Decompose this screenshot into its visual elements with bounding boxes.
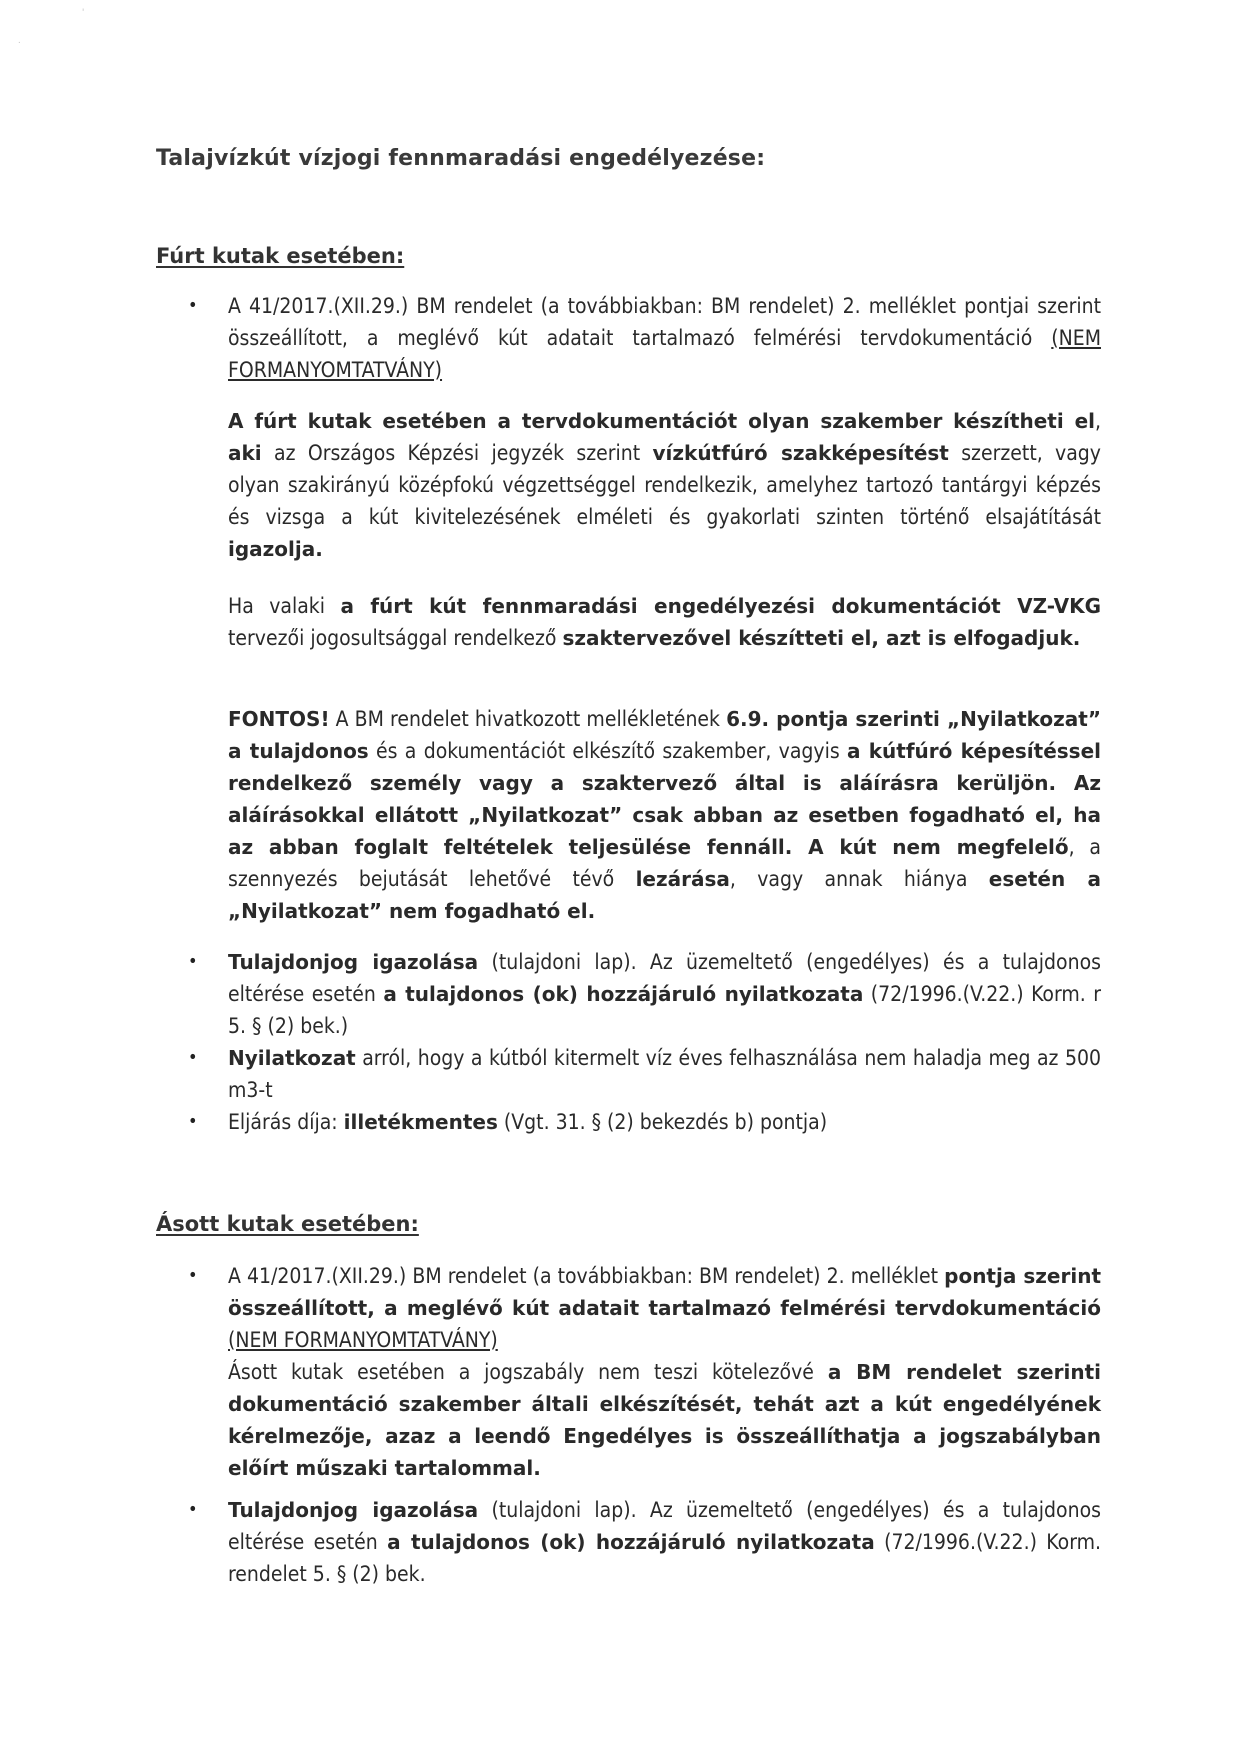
bold-text: a fúrt kút fennmaradási engedélyezési dokumentációt VZ-VKG <box>340 594 1102 618</box>
list-item <box>186 1042 1101 1106</box>
bold-text: 6.9. pontja szerinti „Nyilatkozat” a tulajdonos <box>228 707 1101 763</box>
text: , a szennyezés bejutását lehetővé tévő <box>228 835 1102 891</box>
scan-artifact: . <box>18 36 21 46</box>
bold-text: vízkútfúró szakképesítést <box>652 441 949 465</box>
text: szerzett, vagy olyan szakirányú középfokú végzettséggel rendelkezik, amelyhez tartozó tantárgyi képzés és vizsga a kút kivitelezésének elméleti és gyakorlati szinten történő elsajátítását <box>228 441 1101 529</box>
text: , vagy annak hiánya <box>729 867 989 891</box>
paragraph-important-notice <box>228 703 1101 927</box>
asott-kutak-requirements-list <box>186 1260 1101 1484</box>
bullet-icon: • <box>188 295 198 316</box>
bold-text: A fúrt kutak esetében a tervdokumentációt olyan szakember készítheti el <box>228 409 1095 433</box>
text: (tulajdoni lap). Az üzemeltető (engedélyes) és a tulajdonos eltérése esetén <box>228 950 1101 1006</box>
paragraph-vz-vkg-designer <box>228 590 1101 654</box>
text: Eljárás díja: <box>228 1110 344 1134</box>
bold-text: illetékmentes <box>343 1110 498 1134</box>
text: (tulajdoni lap). Az üzemeltető (engedélyes) és a tulajdonos eltérése esetén <box>228 1498 1101 1554</box>
bold-text: aki <box>228 441 262 465</box>
bold-text: igazolja. <box>228 537 323 561</box>
bold-text: Tulajdonjog igazolása <box>228 1498 479 1522</box>
list-item <box>186 1260 1101 1484</box>
bold-text: esetén a „Nyilatkozat” nem fogadható el. <box>228 867 1101 923</box>
bold-text: Tulajdonjog igazolása <box>228 950 479 974</box>
bold-text: lezárása <box>635 867 730 891</box>
underlined-note: (NEM FORMANYOMTATVÁNY) <box>228 1328 498 1352</box>
bullet-icon: • <box>188 1265 198 1286</box>
bullet-icon: • <box>188 1111 198 1132</box>
bullet-icon: • <box>188 1047 198 1068</box>
item-text: A 41/2017.(XII.29.) BM rendelet (a továbbiakban: BM rendelet) 2. melléklet pontjai szerint összeállított, a meglévő kút adatait tartalmazó felmérési tervdokumentáció <box>228 294 1101 350</box>
bullet-icon: • <box>188 951 198 972</box>
text: (72/1996.(V.22.) Korm. r 5. § (2) bek.) <box>228 982 1101 1038</box>
page-title: Talajvízkút vízjogi fennmaradási engedélyezése: <box>156 146 766 171</box>
bold-text: Nyilatkozat <box>228 1046 356 1070</box>
bold-text: a kútfúró képesítéssel rendelkező személy vagy a szaktervező által is aláírásra kerüljön. Az aláírásokkal ellátott „Nyilatkozat” csak abban az esetben fogadható el, ha az abban foglalt feltételek teljesülése fennáll. A kút nem megfelelő <box>228 739 1101 859</box>
text: (72/1996.(V.22.) Korm. rendelet 5. § (2) bek. <box>228 1530 1101 1586</box>
text: tervezői jogosultsággal rendelkező <box>228 626 563 650</box>
list-item <box>186 1106 1101 1138</box>
text: arról, hogy a kútból kitermelt víz éves felhasználása nem haladja meg az 500 m3-t <box>228 1046 1101 1102</box>
text: A BM rendelet hivatkozott mellékletének <box>329 707 727 731</box>
section-heading-asott-kutak: Ásott kutak esetében: <box>156 1212 419 1236</box>
scan-artifact: ' <box>82 8 85 18</box>
furt-kutak-requirements-list <box>186 290 1101 386</box>
bold-text: a BM rendelet szerinti dokumentáció szakember általi elkészítését, tehát azt a kút engedélyének kérelmezője, azaz a leendő Engedélyes is összeállíthatja a jogszabályban előírt műszaki tartalommal. <box>228 1360 1101 1480</box>
bold-text: szaktervezővel készítteti el, azt is elfogadjuk. <box>562 626 1081 650</box>
list-item <box>186 290 1101 386</box>
bullet-icon: • <box>188 1499 198 1520</box>
underlined-note: (NEM FORMANYOMTATVÁNY) <box>228 326 1101 382</box>
text: és a dokumentációt elkészítő szakember, vagyis <box>368 739 847 763</box>
paragraph-specialist-requirement <box>228 405 1101 565</box>
list-item <box>186 1494 1101 1590</box>
text: az Országos Képzési jegyzék szerint <box>261 441 653 465</box>
section-heading-furt-kutak: Fúrt kutak esetében: <box>156 244 405 268</box>
bold-text: a tulajdonos (ok) hozzájáruló nyilatkozata <box>383 982 864 1006</box>
paragraph-asott-optional-specialist <box>228 1356 1101 1484</box>
text: Ásott kutak esetében a jogszabály nem teszi kötelezővé <box>228 1360 828 1384</box>
list-item <box>186 946 1101 1042</box>
bold-text: pontja szerint összeállított, a meglévő kút adatait tartalmazó felmérési tervdokumentáció <box>228 1264 1102 1320</box>
text: A 41/2017.(XII.29.) BM rendelet (a továbbiakban: BM rendelet) 2. melléklet <box>228 1264 945 1288</box>
text: Ha valaki <box>228 594 341 618</box>
text: (Vgt. 31. § (2) bekezdés b) pontja) <box>497 1110 828 1134</box>
important-label: FONTOS! <box>228 707 330 731</box>
bold-text: a tulajdonos (ok) hozzájáruló nyilatkozata <box>387 1530 875 1554</box>
asott-kutak-requirements-list-continued <box>186 1494 1101 1590</box>
furt-kutak-requirements-list-continued <box>186 946 1101 1138</box>
text: , <box>1095 409 1101 433</box>
